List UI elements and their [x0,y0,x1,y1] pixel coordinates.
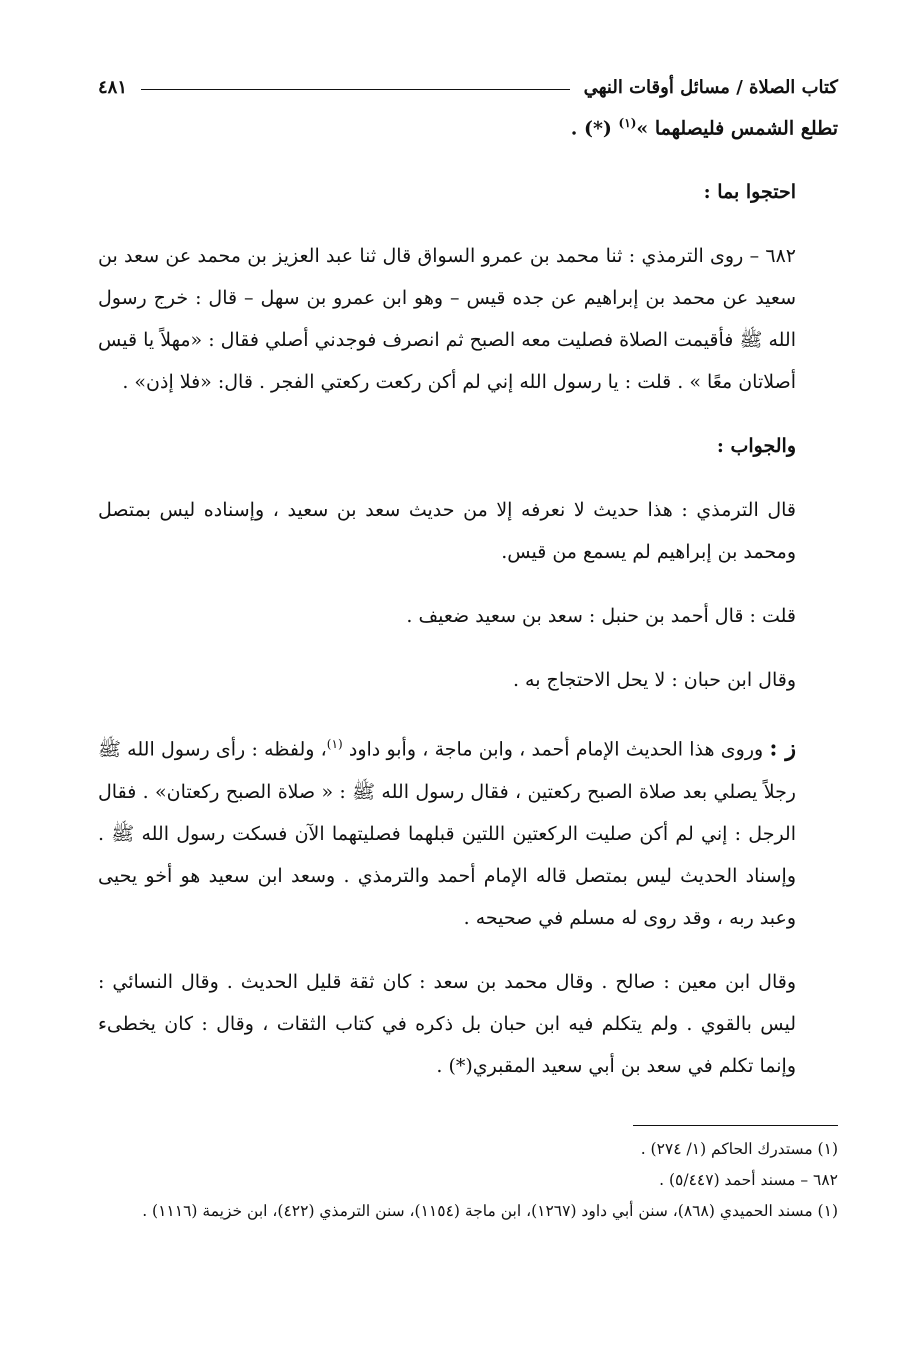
running-header [98,72,838,102]
z-paragraph [98,723,838,938]
footnote-1: (١) مستدرك الحاكم (١/ ٢٧٤) . [640,1139,838,1158]
continued-end: (*) . [570,117,619,140]
z-text-1: وروى هذا الحديث الإمام أحمد ، وابن ماجة ، وأبو داود [342,738,770,761]
hadith-682: ٦٨٢ – روى الترمذي : ثنا محمد بن عمرو السواق قال ثنا عبد العزيز بن محمد عن سعد بن سعيد عن محمد بن إبراهيم عن جده قيس – وهو ابن عمرو بن سهل – قال : خرج رسول الله ﷺ فأقيمت الصلاة فصليت معه الصبح ثم انصرف فوجدني أصلي فقال : «مهلاً يا قيس أصلاتان معًا » . قلت : يا رسول الله إني لم أكن ركعت ركعتي الفجر . قال: «فلا إذن» . [98,245,796,394]
z-marker: ز : [769,735,796,762]
book-page [98,72,838,1302]
ahmad-paragraph: قلت : قال أحمد بن حنبل : سعد بن سعيد ضعيف . [406,605,796,628]
tirmidhi-paragraph: قال الترمذي : هذا حديث لا نعرفه إلا من حديث سعد بن سعيد ، وإسناده ليس بمتصل ومحمد بن إبراهيم لم يسمع من قيس. [98,499,796,564]
argued-heading: احتجوا بما : [703,181,796,204]
footnotes [98,1134,838,1227]
footnote-ref: (١) [326,737,343,752]
page-number: ٤٨١ [98,76,128,98]
answer-heading: والجواب : [716,435,796,458]
maeen-paragraph: وقال ابن معين : صالح . وقال محمد بن سعد : كان ثقة قليل الحديث . وقال النسائي : ليس بالقوي . ولم يتكلم فيه ابن حبان بل ذكره في كتاب الثقات ، وقال : كان يخطىء وإنما تكلم في سعد بن أبي سعيد المقبري(*) . [98,970,796,1077]
footnote-rule [633,1125,838,1126]
continued-text: تطلع الشمس فليصلهما » [636,117,838,140]
chapter-title: كتاب الصلاة / مسائل أوقات النهي [583,76,838,98]
footnote-682: ٦٨٢ – مسند أحمد (٥/٤٤٧) . [659,1170,838,1189]
main-text [98,102,838,1087]
hibban-paragraph: وقال ابن حبان : لا يحل الاحتجاج به . [512,669,796,692]
z-text-2: ، ولفظه : رأى رسول الله ﷺ رجلاً يصلي بعد صلاة الصبح ركعتين ، فقال رسول الله ﷺ : « صلاة الصبح ركعتان» . فقال الرجل : إني لم أكن صليت الركعتين اللتين قبلهما فصليتهما الآن فسكت رسول الله ﷺ . وإسناد الحديث ليس بمتصل قاله الإمام أحمد والترمذي . وسعد ابن سعيد هو أخو يحيى وعبد ربه ، وقد روى له مسلم في صحيحه . [98,738,796,929]
header-rule [141,89,570,90]
continued-line [98,102,838,149]
footnote-ref: (١) [618,116,637,130]
footnote-2: (١) مسند الحميدي (٨٦٨)، سنن أبي داود (١٢٦٧)، ابن ماجة (١١٥٤)، سنن الترمذي (٤٢٢)، ابن خزيمة (١١١٦) . [142,1201,838,1220]
